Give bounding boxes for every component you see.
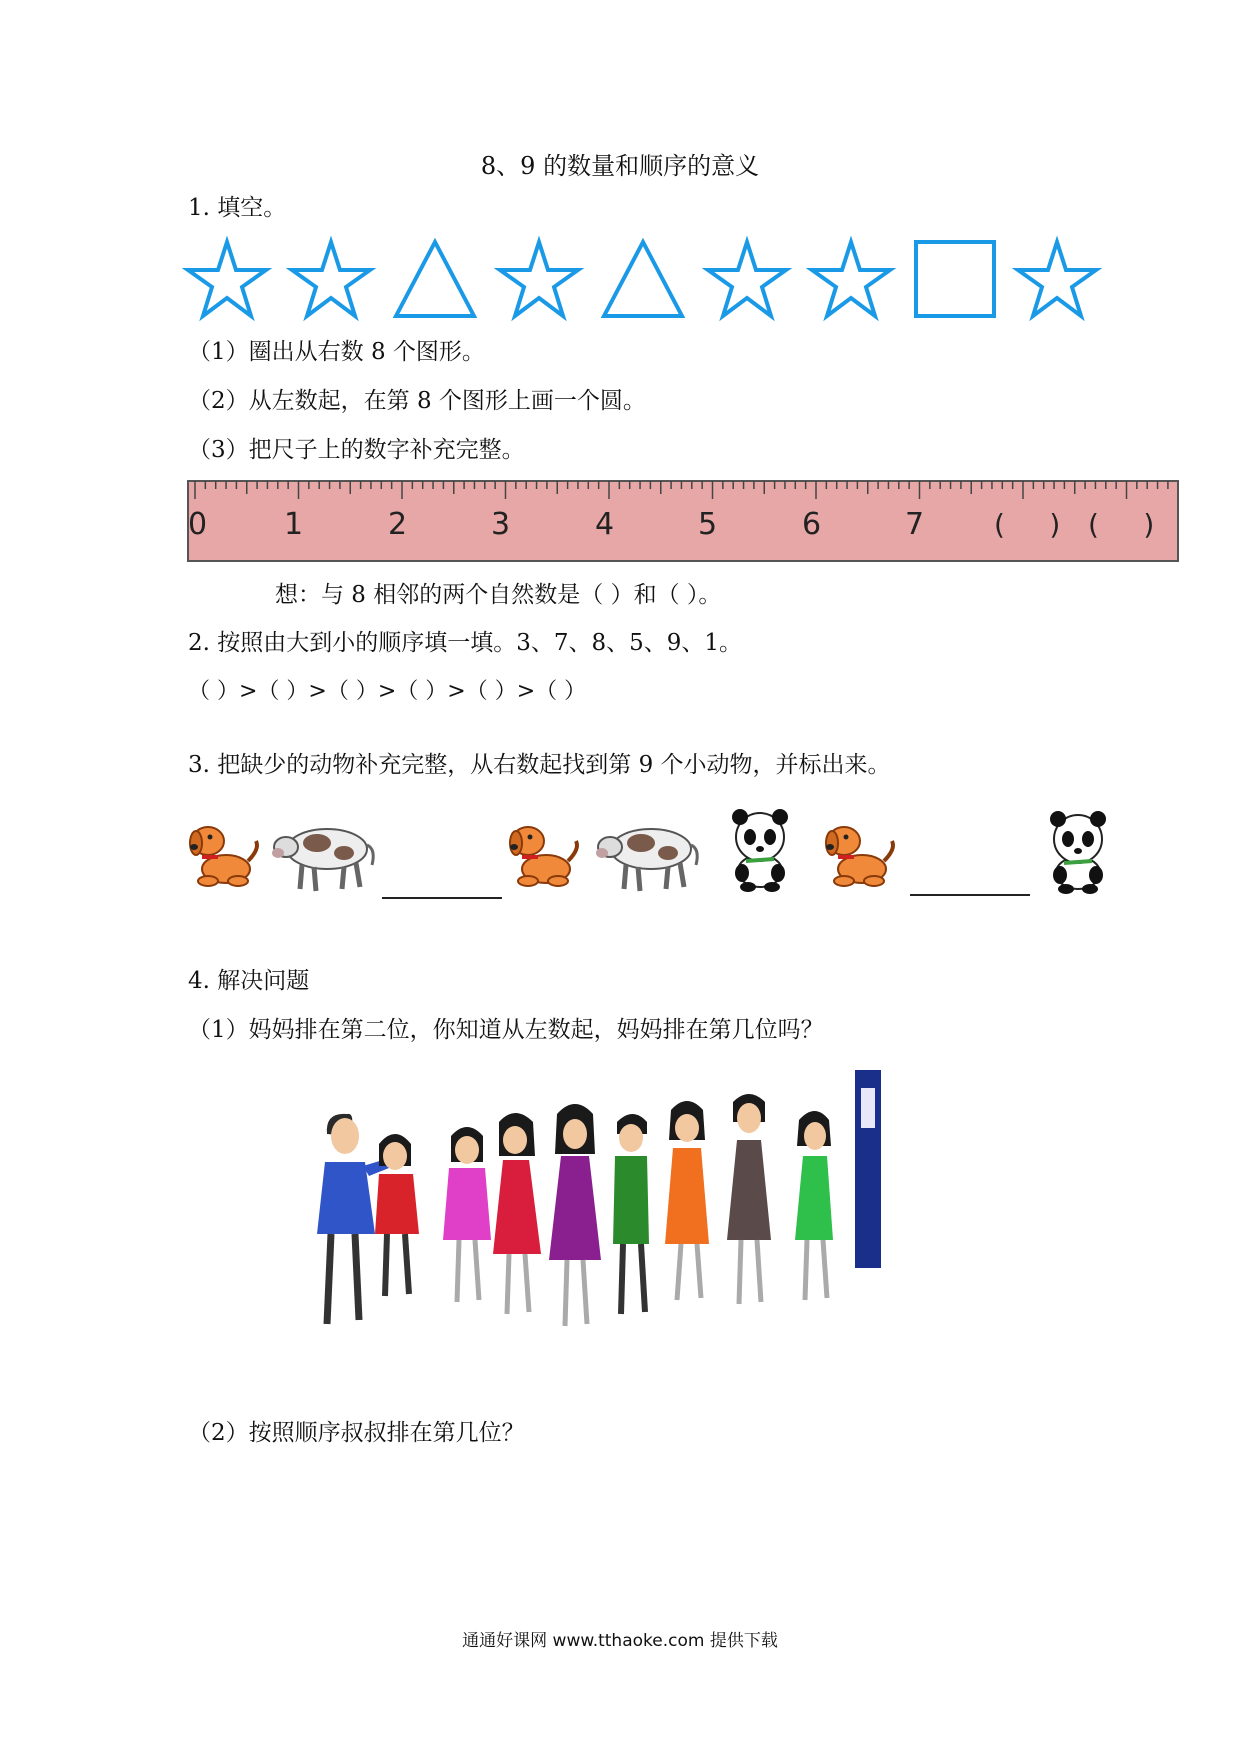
q1-sub3: （3）把尺子上的数字补充完整。	[188, 437, 525, 463]
animal-6-panda-icon	[732, 809, 788, 892]
person-4-icon	[493, 1113, 541, 1314]
shape-8-square-icon	[916, 242, 994, 316]
person-8-icon	[727, 1094, 771, 1304]
ruler-label-0: 0	[188, 507, 208, 542]
person-7-icon	[665, 1101, 709, 1300]
shape-row	[185, 238, 1105, 328]
shape-5-triangle-icon	[604, 242, 682, 316]
animal-1-dog-icon	[190, 827, 257, 886]
animal-5-cow-icon	[596, 829, 697, 891]
shape-7-star-icon	[812, 242, 890, 316]
ruler-label-5: 5	[698, 507, 718, 542]
page-title: 8、9 的数量和顺序的意义	[480, 152, 760, 180]
person-3-icon	[443, 1127, 491, 1302]
ruler-label-4: 4	[595, 507, 615, 542]
q4-sub1: （1）妈妈排在第二位，你知道从左数起，妈妈排在第几位吗？	[188, 1017, 824, 1043]
person-2-icon	[375, 1134, 419, 1296]
shape-3-triangle-icon	[396, 242, 474, 316]
ruler-blank-9[interactable]: ( )	[1088, 508, 1155, 541]
shape-9-star-icon	[1018, 242, 1096, 316]
animal-row	[186, 805, 1126, 905]
shape-2-star-icon	[292, 242, 370, 316]
queue-illustration	[309, 1064, 889, 1354]
ruler	[188, 481, 1180, 563]
q1-hint: 想：与 8 相邻的两个自然数是（ ）和（ ）。	[275, 582, 722, 608]
ruler-label-6: 6	[802, 507, 822, 542]
shape-6-star-icon	[708, 242, 786, 316]
q1-sub2: （2）从左数起，在第 8 个图形上画一个圆。	[188, 388, 646, 414]
animal-9-panda-icon	[1050, 811, 1106, 894]
animal-7-dog-icon	[826, 827, 893, 886]
ruler-label-1: 1	[284, 507, 304, 542]
ruler-label-3: 3	[491, 507, 511, 542]
q4-sub2: （2）按照顺序叔叔排在第几位？	[188, 1420, 525, 1446]
q4-heading: 4. 解决问题	[188, 968, 310, 994]
ruler-label-2: 2	[388, 507, 408, 542]
ruler-blank-8[interactable]: ( )	[994, 508, 1061, 541]
q1-sub1: （1）圈出从右数 8 个图形。	[188, 339, 485, 365]
q1-heading: 1. 填空。	[188, 195, 287, 221]
q3-heading: 3. 把缺少的动物补充完整，从右数起找到第 9 个小动物，并标出来。	[188, 752, 891, 778]
footer-source: 通通好课网 www.tthaoke.com 提供下载	[462, 1631, 778, 1651]
shape-4-star-icon	[500, 242, 578, 316]
person-5-icon	[549, 1104, 601, 1326]
person-6-icon	[613, 1114, 649, 1314]
q2-heading: 2. 按照由大到小的顺序填一填。3、7、8、5、9、1。	[188, 630, 743, 656]
q2-blanks[interactable]: （ ）>（ ）>（ ）>（ ）>（ ）>（ ）	[188, 679, 587, 704]
animal-2-cow-icon	[272, 829, 373, 891]
ruler-label-7: 7	[905, 507, 925, 542]
animal-4-dog-icon	[510, 827, 577, 886]
person-9-icon	[795, 1111, 833, 1300]
shape-1-star-icon	[188, 242, 266, 316]
